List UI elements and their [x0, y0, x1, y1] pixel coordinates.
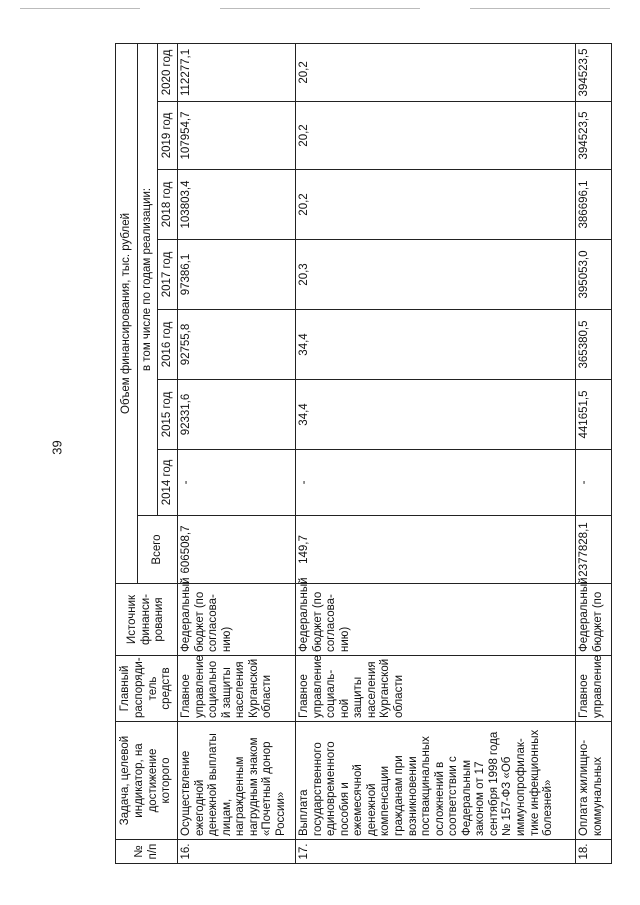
row-manager: Главное управление социально й защиты населения Курганской области — [178, 656, 296, 722]
row-manager: Главное управление социаль-ной защиты населения Курганской области — [296, 656, 576, 722]
row-year-value: 394523,5 — [576, 102, 612, 170]
row-year-value: 20,2 — [296, 170, 576, 240]
row-year-value: 394523,5 — [576, 43, 612, 101]
header-year: 2016 год — [158, 310, 178, 380]
row-total: 606508,7 — [178, 516, 296, 584]
header-year: 2018 год — [158, 170, 178, 240]
header-year: 2014 год — [158, 450, 178, 516]
row-source: Федеральный бюджет (по — [576, 584, 612, 656]
row-year-value: 97386,1 — [178, 240, 296, 310]
row-total: 149,7 — [296, 516, 576, 584]
row-year-value: - — [296, 450, 576, 516]
header-year: 2015 год — [158, 380, 178, 450]
table-row — [178, 43, 296, 863]
financing-table — [115, 43, 612, 864]
row-task: Оплата жилищно-коммунальных — [576, 722, 612, 840]
table-row — [296, 43, 576, 863]
row-year-value: - — [178, 450, 296, 516]
row-year-value: 92755,8 — [178, 310, 296, 380]
header-total: Всего — [138, 516, 178, 584]
row-year-value: 441651,5 — [576, 380, 612, 450]
scan-artifact-top-1 — [20, 8, 140, 9]
row-year-value: 103803,4 — [178, 170, 296, 240]
row-task: Выплата государственного единовременного пособия и ежемесячной денежной компенсации гражданам при возникновении поствакцинальных осложнений в соответствии с Федеральным законом от 17 сентября 1998 года № 157-ФЗ «Об иммунопрофилак-тике инфекционных болезней» — [296, 722, 576, 840]
row-year-value: 112277,1 — [178, 43, 296, 101]
header-year: 2019 год — [158, 102, 178, 170]
row-year-value: 395053,0 — [576, 240, 612, 310]
row-num: 16. — [178, 840, 296, 864]
header-num: № п/п — [116, 840, 178, 864]
rotated-table-sheet — [115, 44, 611, 864]
row-year-value: 20,3 — [296, 240, 576, 310]
scan-artifact-top-3 — [470, 8, 610, 9]
table-row — [576, 43, 612, 863]
row-num: 17. — [296, 840, 576, 864]
row-num: 18. — [576, 840, 612, 864]
header-year: 2017 год — [158, 240, 178, 310]
row-manager: Главное управление — [576, 656, 612, 722]
row-task: Осуществление ежегодной денежной выплаты лицам, награжденным нагрудным знаком «Почетный донор России» — [178, 722, 296, 840]
row-source: Федеральный бюджет (по согласова-нию) — [178, 584, 296, 656]
row-source: Федеральный бюджет (по согласова-нию) — [296, 584, 576, 656]
scan-artifact-top-2 — [220, 8, 420, 9]
header-task: Задача, целевой индикатор, на достижение которого — [116, 722, 178, 840]
row-year-value: 386696,1 — [576, 170, 612, 240]
row-year-value: 34,4 — [296, 380, 576, 450]
header-year: 2020 год — [158, 43, 178, 101]
header-source: Источник финанси-рования — [116, 584, 178, 656]
row-year-value: 107954,7 — [178, 102, 296, 170]
row-year-value: 20,2 — [296, 43, 576, 101]
row-total: 2377828,1 — [576, 516, 612, 584]
row-year-value: 92331,6 — [178, 380, 296, 450]
row-year-value: - — [576, 450, 612, 516]
header-manager: Главный распоряди-тель средств — [116, 656, 178, 722]
row-year-value: 34,4 — [296, 310, 576, 380]
row-year-value: 365380,5 — [576, 310, 612, 380]
row-year-value: 20,2 — [296, 102, 576, 170]
page-number: 39 — [49, 440, 65, 455]
header-volume: Объем финансирования, тыс. рублей — [116, 43, 138, 583]
header-by-year: в том числе по годам реализации: — [138, 43, 158, 515]
